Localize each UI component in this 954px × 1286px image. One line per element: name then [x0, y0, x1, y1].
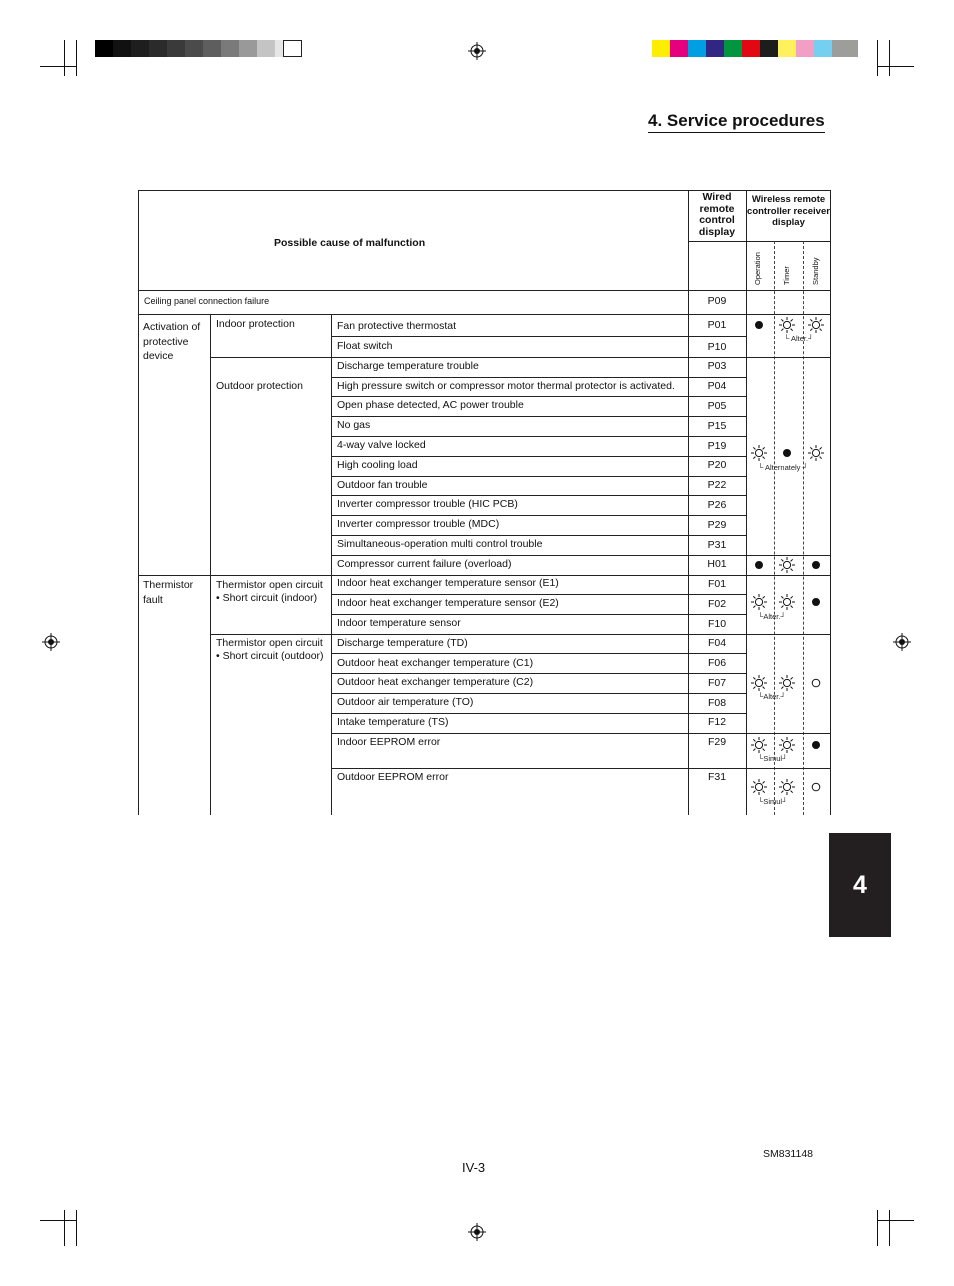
sub-thermistor-outdoor-2: • Short circuit (outdoor): [216, 650, 324, 662]
lamp-on-icon: [751, 317, 767, 333]
lamp-off-icon: [808, 779, 824, 795]
lamp-flash-icon: [751, 779, 767, 795]
lamp-on-icon: [808, 737, 824, 753]
header-lamp-timer: Timer: [782, 266, 791, 285]
header-cause: Possible cause of malfunction: [274, 237, 426, 249]
page-number: IV-3: [462, 1160, 486, 1175]
chapter-tab: 4: [829, 833, 891, 937]
sub-thermistor-indoor-2: • Short circuit (indoor): [216, 592, 318, 604]
lamp-on-icon: [808, 594, 824, 610]
lamp-flash-icon: [779, 675, 795, 691]
group-activation: Activation of protective device: [143, 321, 201, 362]
lamp-on-icon: [808, 557, 824, 573]
lamp-note-alter: └Alter.┘: [758, 692, 786, 701]
header-lamp-operation: Operation: [753, 252, 762, 285]
lamp-note-alternately: └ Alternately ┘: [758, 463, 808, 472]
header-wired: Wired remote control display: [698, 191, 736, 238]
lamp-on-icon: [751, 557, 767, 573]
code-p09: P09: [707, 295, 727, 307]
registration-mark-icon: [468, 42, 486, 60]
lamp-flash-icon: [779, 779, 795, 795]
sub-thermistor-indoor-1: Thermistor open circuit: [216, 579, 323, 591]
page-title: 4. Service procedures: [648, 111, 825, 133]
sub-outdoor-protection: Outdoor protection: [216, 380, 303, 392]
registration-mark-icon: [42, 633, 60, 651]
sub-thermistor-outdoor-1: Thermistor open circuit: [216, 637, 323, 649]
header-lamp-standby: Standby: [811, 257, 820, 285]
lamp-flash-icon: [751, 594, 767, 610]
lamp-flash-icon: [808, 445, 824, 461]
registration-mark-icon: [893, 633, 911, 651]
sub-indoor-protection: Indoor protection: [216, 318, 295, 330]
registration-mark-icon: [468, 1223, 486, 1241]
lamp-note-alter: └Alter.┘: [758, 612, 786, 621]
lamp-flash-icon: [808, 317, 824, 333]
lamp-flash-icon: [779, 317, 795, 333]
group-thermistor: Thermistor fault: [143, 579, 194, 606]
lamp-flash-icon: [779, 557, 795, 573]
doc-id: SM831148: [763, 1148, 814, 1160]
lamp-flash-icon: [751, 675, 767, 691]
lamp-note-alter: └ Alter.┘: [784, 334, 814, 343]
lamp-flash-icon: [751, 445, 767, 461]
lamp-flash-icon: [751, 737, 767, 753]
lamp-on-icon: [779, 445, 795, 461]
lamp-off-icon: [808, 675, 824, 691]
malfunction-table: Possible cause of malfunction Wired remote control display Wireless remote controller receiver display Operation Timer Standby Ceiling panel connection failure P09 Activation of protective device Thermistor fault Indoor protection Outdoor protection Thermistor open circuit • Short circuit (indoor) Thermistor open circuit • Short circuit (outdoor) Fan protective thermostat P01 Float switch P10 Discharge temperature trouble P03 High pressure switch or compressor motor thermal protector is activated. P04 Open phase detected, AC power trouble P05 No gas P15 4-way valve locked P19 High cooling load P20 Outdoor fan trouble P22 Inverter compressor trouble (HIC PCB) P26 Inverter compressor trouble (MDC) P29 Simultaneous-operation multi control trouble P31 Compressor current failure (overload) H01 Indoor heat exchanger temperature sensor (E1) F01 Indoor heat exchanger temperature sensor (E2) F02 Indoor temperature sensor F10 Discharge temperature (TD) F04 Outdoor heat exchanger temperature (C1) F06 Outdoor heat exchanger temperature (C2) F07 Outdoor air temperature (TO) F08 Intake temperature (TS) F12 Indoor EEPROM error F29 Outdoor EEPROM error F31 └ Alter.┘ └ Alternately ┘ └Alter.┘ └Alter.┘ └Simul┘ └Simul┘: [138, 190, 831, 815]
header-wireless: Wireless remote controller receiver display: [747, 194, 830, 228]
lamp-flash-icon: [779, 737, 795, 753]
lamp-note-simul: └Simul┘: [758, 797, 788, 806]
lamp-note-simul: └Simul┘: [758, 754, 788, 763]
ceiling-label: Ceiling panel connection failure: [144, 296, 270, 306]
lamp-flash-icon: [779, 594, 795, 610]
